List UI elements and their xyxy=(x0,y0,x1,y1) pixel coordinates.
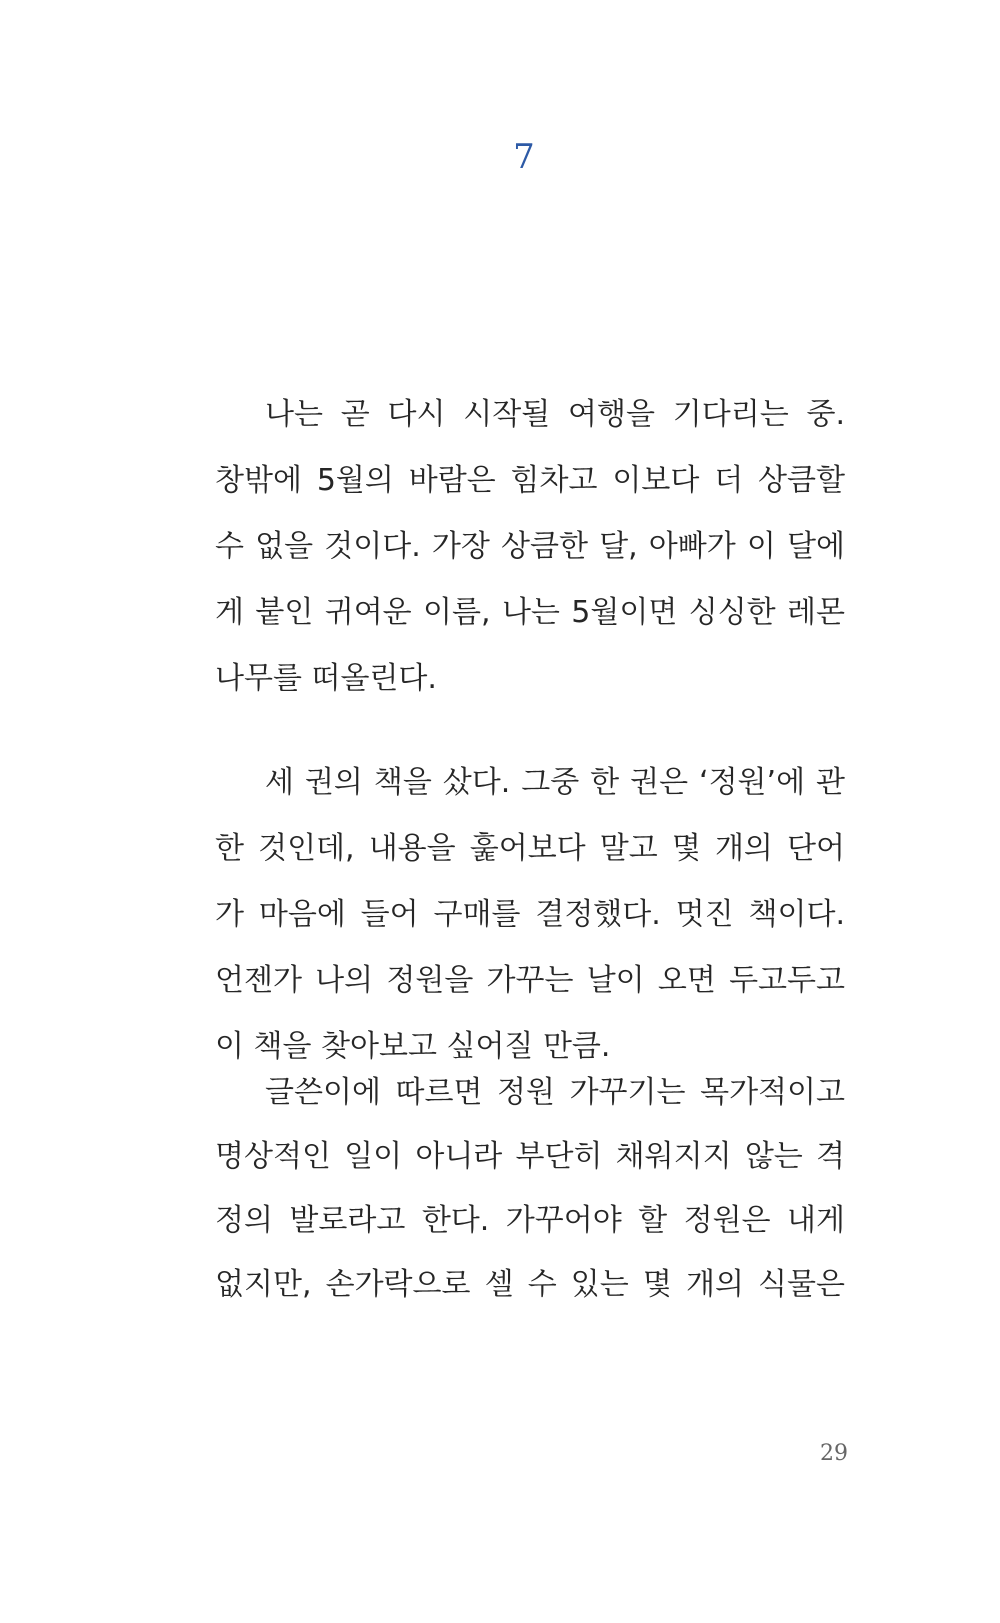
paragraph-line: 나무를 떠올린다. xyxy=(215,661,437,696)
paragraph-line: 세 권의 책을 샀다. 그중 한 권은 ‘정원’에 관 xyxy=(265,765,845,800)
page-number: 29 xyxy=(820,1441,848,1466)
paragraph-line: 없지만, 손가락으로 셀 수 있는 몇 개의 식물은 xyxy=(215,1267,845,1302)
paragraph-line: 정의 발로라고 한다. 가꾸어야 할 정원은 내게 xyxy=(215,1203,845,1238)
paragraph-line: 한 것인데, 내용을 훑어보다 말고 몇 개의 단어 xyxy=(215,831,845,866)
paragraph-line: 명상적인 일이 아니라 부단히 채워지지 않는 격 xyxy=(215,1139,845,1174)
paragraph-line: 게 붙인 귀여운 이름, 나는 5월이면 싱싱한 레몬 xyxy=(215,595,845,630)
paragraph-line: 글쓴이에 따르면 정원 가꾸기는 목가적이고 xyxy=(265,1075,845,1110)
paragraph-line: 이 책을 찾아보고 싶어질 만큼. xyxy=(215,1029,611,1064)
paragraph-line: 창밖에 5월의 바람은 힘차고 이보다 더 상큼할 xyxy=(215,463,845,498)
chapter-number: 7 xyxy=(513,137,535,177)
paragraph-line: 언젠가 나의 정원을 가꾸는 날이 오면 두고두고 xyxy=(215,963,845,998)
paragraph-line: 나는 곧 다시 시작될 여행을 기다리는 중. xyxy=(265,397,845,432)
paragraph-line: 가 마음에 들어 구매를 결정했다. 멋진 책이다. xyxy=(215,897,845,932)
paragraph-line: 수 없을 것이다. 가장 상큼한 달, 아빠가 이 달에 xyxy=(215,529,845,564)
